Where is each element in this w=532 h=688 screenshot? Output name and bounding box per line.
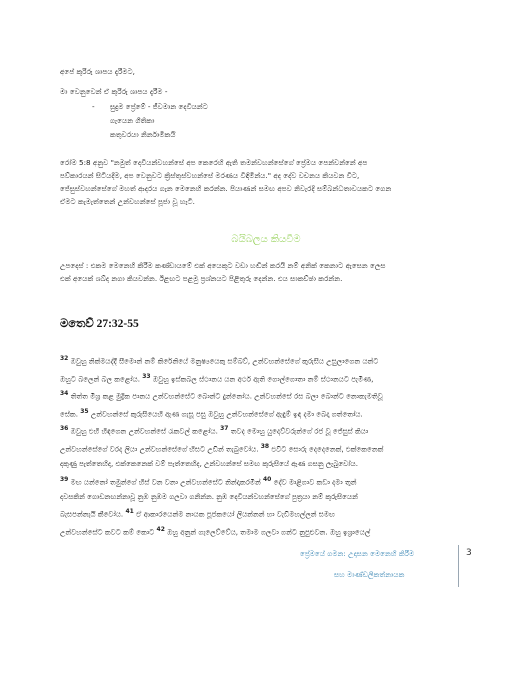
verse-number: 37 — [220, 425, 229, 433]
passage-line — [60, 472, 474, 490]
verse-number: 42 — [156, 525, 165, 533]
verse-text: උන්වහන්සේට කවට කම් කොට — [60, 527, 157, 537]
passage-line — [60, 456, 474, 471]
verse-text: ඔවුහු නික්මයද්දී සීමොන් නම් කිරේනියේ මනුෂ්‍යයෙකු සම්බව්, උන්වහන්සේගේ කුරුසිය උසුලාගෙන යන්ට — [68, 356, 379, 366]
verse-text: තිත්ත මිශ්‍ර කළ මුද්‍රික පානය උන්වහන්සේට බොන්ට දුන්නෝය. උන්වහන්සේ රස බලා බොන්ට නොකැමතිවූ — [68, 391, 383, 401]
passage-line — [60, 351, 474, 369]
verse-text: බැසපන්නැයි කීවෝය. — [60, 509, 126, 519]
intro-line-1: අපේ කුරිරු ශාපය දැරීමට, — [60, 67, 135, 76]
footer-line-2: සහ මාණ්ඩලිකත්නායක — [334, 570, 405, 579]
verse-text: දකුණු පැත්තෙහිද, එක්කෙනෙක් වම් පැත්තෙහිද, උන්වහන්සේ සමඟ කුරුසියේ ඇණ ගසනු ලැබුවෝය. — [60, 459, 358, 469]
romans-line: පව්කාරයන් සිටියදීම, අප වෙනුවට ක්‍රිස්තුස්වහන්සේ මරණය විඳිමින්ය." අද දේව වචනය කියවන විට, — [60, 171, 360, 180]
verse-text: උන්වහන්සේ කුරුසියෙහි ඇණ ගැසූ පසු ඔවුහු උන්වහන්සේගේ ඇඳුම් ඉඳ දමා බෙදා ගත්තෝය. — [88, 409, 363, 419]
intro-line-2: මා වෙනුවෙන් ඒ කුරිරු ශාපය දැරීම - — [60, 87, 168, 96]
romans-line: ඒමට කැමැත්තෙන් උන්වහන්සේ පූජා වූ හැටි. — [60, 197, 195, 206]
verse-text: මඟ යන්නෝ තමුන්ගේ හිස් වන වනා උන්වහන්සේට නින්දාකරමින් — [68, 476, 263, 486]
verse-number: 36 — [60, 425, 69, 433]
verse-text: දේව මාළිගාව කඩා දමා තුන් — [271, 476, 357, 486]
passage-heading: මතෙව් 27:32-55 — [60, 318, 139, 330]
page-number: 3 — [466, 548, 472, 558]
verse-text: උන්වහන්සේගේ වරද ලියා උන්වහන්සේගේ හිසට උඩින් තැබුවෝය. — [60, 444, 261, 454]
list-dash: - — [92, 102, 95, 111]
passage-line — [60, 369, 474, 387]
passage-line — [60, 386, 474, 404]
romans-line: රෝම 5:8 අනුව "නමුත් දෙවියන්වහන්සේ අප කෙරෙහි ඇති තමන්වහන්සේගේ ප්‍රේමය පෙන්වන්නේ අප — [60, 158, 368, 167]
footer-line-1: ප්‍රේමයේ ගමන: උදාසන මෙනෙහි කිරීම — [300, 549, 415, 558]
list-item: ගැයෙන ගීතිකා — [110, 116, 155, 125]
instruction-line: උපදෙස් : එකම මෙනෙහි කිරීම කණ්ඩායමේ එක් අයෙකුට වඩා හඬින් කරයි නම් අනික් කෙනාට ඇසෙන ලෙස — [60, 261, 386, 270]
passage-body — [60, 351, 474, 539]
verse-text: ඔහු අනුන් ගැලෙව්වේය, තමාම ගලවා ගන්ට නුපුළුවන. ඔහු ඉශ්‍රායෙල් — [164, 527, 371, 537]
footer-divider — [458, 545, 459, 587]
passage-line — [60, 504, 474, 522]
verse-text: දවසකින් ගොඩනඟන්නාවූ නුඹ නුඹම ගලවා ගනින්න. නුඹ දෙවියන්වහන්සේගේ පුත්‍රයා නම් කුරුසියෙන් — [60, 492, 358, 502]
list-item: කතුවරයා නිර්නාමිකයි — [110, 130, 176, 139]
verse-number: 35 — [80, 407, 89, 415]
verse-text: එවිට සොරු දෙදෙනෙක්, එක්කෙනෙක් — [269, 444, 384, 454]
verse-text: ඒ ආකාරයෙන්ම නායක පූජකයෝ ලියන්නන් හා වැඩිමහල්ලන් සමඟ — [133, 509, 335, 519]
verse-number: 34 — [60, 390, 69, 398]
verse-number: 39 — [60, 475, 69, 483]
verse-text: ඔවුහු ඉස්කබල ස්ථානය යන අර්ථ ඇති ගොල්ගොතා නම් ස්ථානයට පැමිණ, — [150, 373, 374, 383]
section-title: බයිබලය කියවීම — [231, 234, 301, 245]
verse-text: තවද මොහු යුදෙව්වරුන්ගේ රජ වූ ජේසුස් කියා — [228, 426, 369, 436]
romans-line: ජේසුස්වහන්සේගේ මහත් ආදරය ගැන මෙනෙහි කරන්න. පියාණන් සමඟ අපව නිවැරදි සම්බන්ධතාවයකට ගෙන — [60, 184, 392, 193]
instruction-line: එක් අයෙක් ශබ්ද නගා කියවන්න. ඊළඟට පළමු ප්‍රශ්නයට පිළිතුරු දෙන්න. එය සාකච්ඡා කරන්න. — [60, 274, 343, 283]
passage-line — [60, 489, 474, 504]
list-item: සුදුම ප්‍රේමේ - ජීවමාන දෙවියන්ට — [110, 102, 208, 111]
verse-number: 32 — [60, 355, 69, 362]
verse-number: 41 — [125, 508, 134, 516]
verse-text: ඔහුට බලෙන් බල කළෝය. — [60, 373, 143, 383]
verse-number: 38 — [260, 442, 270, 450]
passage-line — [60, 404, 474, 422]
verse-number: 33 — [142, 372, 151, 380]
verse-number: 40 — [263, 475, 272, 483]
passage-line — [60, 439, 474, 457]
passage-line — [60, 522, 474, 540]
passage-line — [60, 421, 474, 439]
verse-text: සේක. — [60, 409, 81, 419]
verse-text: ඔවුහු එහි හිඳගෙන උන්වහන්සේ රැකවල් කළෝය. — [68, 426, 221, 436]
